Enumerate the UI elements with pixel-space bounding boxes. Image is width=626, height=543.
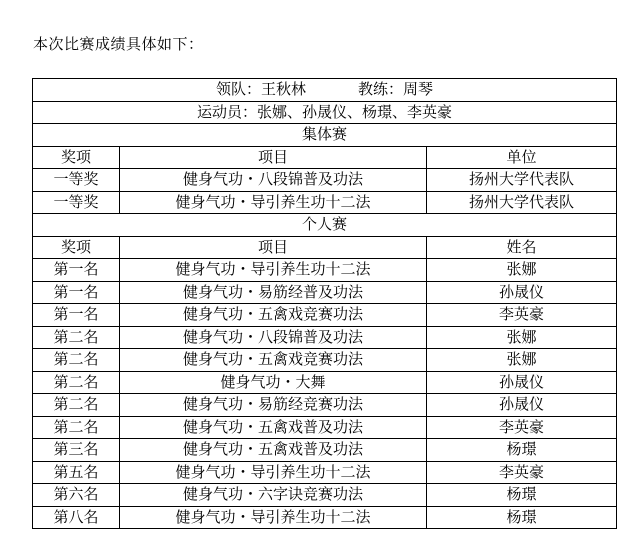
table-row <box>33 169 617 192</box>
results-table <box>32 78 617 529</box>
event-cell: 健身气功・导引养生功十二法 <box>120 259 427 282</box>
award-cell: 第八名 <box>33 506 120 529</box>
award-cell: 第二名 <box>33 394 120 417</box>
team-staff-cell <box>33 79 617 102</box>
award-cell: 一等奖 <box>33 191 120 214</box>
name-cell: 杨璟 <box>427 506 617 529</box>
award-cell: 第一名 <box>33 304 120 327</box>
event-cell: 健身气功・八段锦普及功法 <box>120 169 427 192</box>
coach-text: 教练：周琴 <box>358 80 434 99</box>
award-cell: 第五名 <box>33 461 120 484</box>
event-cell: 健身气功・五禽戏竞赛功法 <box>120 304 427 327</box>
header-row <box>33 146 617 169</box>
table-row <box>33 304 617 327</box>
header-award: 奖项 <box>33 146 120 169</box>
table-row <box>33 349 617 372</box>
table-row <box>33 416 617 439</box>
name-cell: 孙晟仪 <box>427 371 617 394</box>
unit-cell: 扬州大学代表队 <box>427 191 617 214</box>
name-cell: 杨璟 <box>427 484 617 507</box>
event-cell: 健身气功・导引养生功十二法 <box>120 506 427 529</box>
award-cell: 第二名 <box>33 371 120 394</box>
event-cell: 健身气功・导引养生功十二法 <box>120 461 427 484</box>
award-cell: 第三名 <box>33 439 120 462</box>
table-row <box>33 439 617 462</box>
name-cell: 张娜 <box>427 259 617 282</box>
table-row <box>33 506 617 529</box>
individual-section-title: 个人赛 <box>33 214 617 237</box>
event-cell: 健身气功・六字诀竞赛功法 <box>120 484 427 507</box>
header-event: 项目 <box>120 146 427 169</box>
section-title-row <box>33 214 617 237</box>
event-cell: 健身气功・易筋经普及功法 <box>120 281 427 304</box>
leader-text: 领队：王秋林 <box>215 80 306 99</box>
award-cell: 第二名 <box>33 416 120 439</box>
group-section-title: 集体赛 <box>33 124 617 147</box>
name-cell: 李英豪 <box>427 304 617 327</box>
header-unit: 单位 <box>427 146 617 169</box>
event-cell: 健身气功・五禽戏普及功法 <box>120 439 427 462</box>
award-cell: 第一名 <box>33 259 120 282</box>
table-row <box>33 191 617 214</box>
award-cell: 第二名 <box>33 349 120 372</box>
team-info-row <box>33 79 617 102</box>
event-cell: 健身气功・八段锦普及功法 <box>120 326 427 349</box>
name-cell: 张娜 <box>427 349 617 372</box>
table-row <box>33 371 617 394</box>
event-cell: 健身气功・易筋经竞赛功法 <box>120 394 427 417</box>
award-cell: 第二名 <box>33 326 120 349</box>
event-cell: 健身气功・五禽戏竞赛功法 <box>120 349 427 372</box>
name-cell: 杨璟 <box>427 439 617 462</box>
header-event: 项目 <box>120 236 427 259</box>
header-award: 奖项 <box>33 236 120 259</box>
name-cell: 孙晟仪 <box>427 394 617 417</box>
award-cell: 第一名 <box>33 281 120 304</box>
name-cell: 李英豪 <box>427 461 617 484</box>
event-cell: 健身气功・五禽戏普及功法 <box>120 416 427 439</box>
athletes-cell: 运动员：张娜、孙晟仪、杨璟、李英豪 <box>33 101 617 124</box>
table-row <box>33 259 617 282</box>
intro-text: 本次比赛成绩具体如下： <box>33 35 204 53</box>
award-cell: 一等奖 <box>33 169 120 192</box>
table-row <box>33 281 617 304</box>
header-row <box>33 236 617 259</box>
name-cell: 孙晟仪 <box>427 281 617 304</box>
table-row <box>33 484 617 507</box>
name-cell: 张娜 <box>427 326 617 349</box>
header-name: 姓名 <box>427 236 617 259</box>
athletes-row <box>33 101 617 124</box>
name-cell: 李英豪 <box>427 416 617 439</box>
section-title-row <box>33 124 617 147</box>
table-row <box>33 461 617 484</box>
table-row <box>33 326 617 349</box>
unit-cell: 扬州大学代表队 <box>427 169 617 192</box>
award-cell: 第六名 <box>33 484 120 507</box>
event-cell: 健身气功・导引养生功十二法 <box>120 191 427 214</box>
table-row <box>33 394 617 417</box>
event-cell: 健身气功・大舞 <box>120 371 427 394</box>
